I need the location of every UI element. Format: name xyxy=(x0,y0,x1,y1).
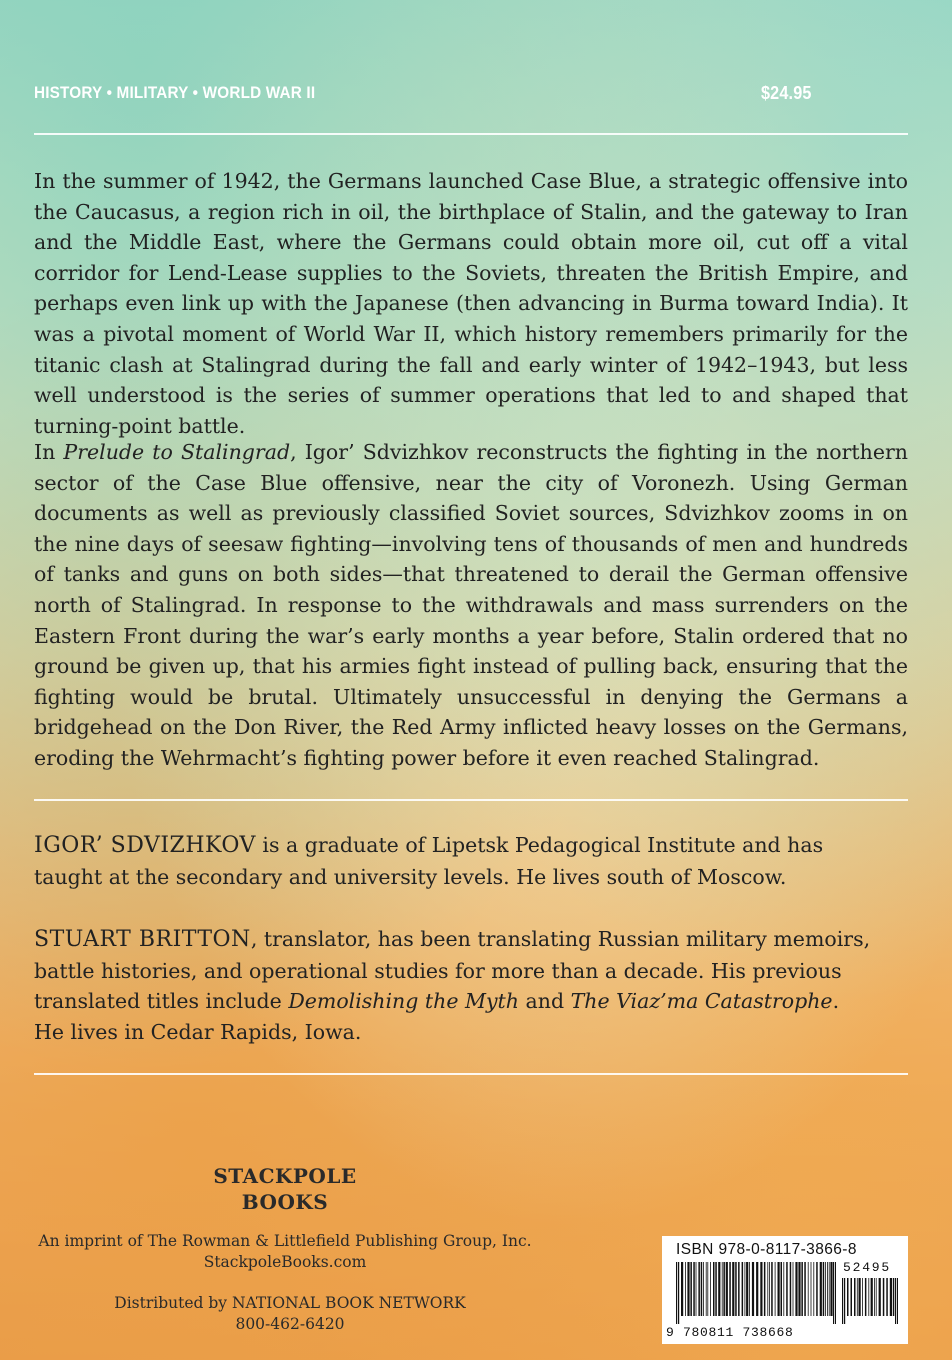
translated-title-2: The Viaz’ma Catastrophe xyxy=(570,989,833,1014)
top-bar xyxy=(34,83,812,109)
barcode-addon-bars-icon xyxy=(842,1278,898,1324)
divider-middle xyxy=(34,799,908,801)
divider-top xyxy=(34,133,908,135)
translator-bio-text-3: . He lives in Cedar Rapids, Iowa. xyxy=(34,989,840,1044)
imprint-block xyxy=(20,1231,550,1273)
book-title: Prelude to Stalingrad xyxy=(63,440,291,464)
paragraph-2-lead: In xyxy=(34,440,64,464)
translated-title-1: Demolishing the Myth xyxy=(288,989,519,1014)
distributor-line: Distributed by NATIONAL BOOK NETWORK xyxy=(114,1294,466,1312)
isbn-barcode xyxy=(662,1236,908,1344)
description-paragraph-2 xyxy=(34,437,908,774)
description-paragraph-1: In the summer of 1942, the Germans launched Case Blue, a strategic offensive into the Caucasus, a region rich in oil, the birthplace of Stalin, and the gateway to Iran and the Middle East, where the Germans could obtain more oil, cut off a vital corridor for Lend-Lease supplies to the Soviets, threaten the British Empire, and perhaps even link up with the Japanese (then advancing in Burma toward India). It was a pivotal moment of World War II, which history remembers primarily for the titanic clash at Stalingrad during the fall and early winter of 1942–1943, but less well understood is the series of summer operations that led to and shaped that turning-point battle. xyxy=(34,169,908,438)
divider-bottom xyxy=(34,1073,908,1075)
barcode-addon-digits: 52495 xyxy=(843,1260,892,1275)
author-name: IGOR’ SDVIZHKOV xyxy=(34,833,256,858)
distributor-block xyxy=(40,1293,540,1335)
category-label: HISTORY • MILITARY • WORLD WAR II xyxy=(34,83,316,102)
publisher-website: StackpoleBooks.com xyxy=(203,1253,367,1271)
translator-name: STUART BRITTON xyxy=(34,927,251,952)
isbn-label: ISBN 978-0-8117-3866-8 xyxy=(676,1241,857,1258)
publisher-logo-line-2: BOOKS xyxy=(241,1190,329,1214)
distributor-phone: 800-462-6420 xyxy=(235,1315,345,1333)
author-bio-text: is a graduate of Lipetsk Pedagogical Institute and has taught at the secondary and university levels. He lives south of Moscow. xyxy=(34,833,824,889)
barcode-ean-digits: 9 780811 738668 xyxy=(666,1325,794,1340)
publisher-logo xyxy=(200,1163,370,1215)
barcode-bars-icon xyxy=(676,1262,836,1324)
translator-bio xyxy=(34,924,874,1047)
translator-bio-text-1: , translator, has been translating Russian military memoirs, battle histories, and operational studies for more than a decade. His previous translated titles include xyxy=(34,927,871,1014)
price-label: $24.95 xyxy=(760,83,812,103)
author-bio xyxy=(34,830,874,892)
imprint-line: An imprint of The Rowman & Littlefield Publishing Group, Inc. xyxy=(38,1232,532,1250)
translator-bio-text-2: and xyxy=(519,989,571,1014)
paragraph-2-rest: , Igor’ Sdvizhkov reconstructs the fighting in the northern sector of the Case Blue offensive, near the city of Voronezh. Using German documents as well as previously classified Soviet sources, Sdvizhkov zooms in on the nine days of seesaw fighting—involving tens of thousands of men and hundreds of tanks and guns on both sides—that threatened to derail the German offensive north of Stalingrad. In response to the withdrawals and mass surrenders on the Eastern Front during the war’s early months a year before, Stalin ordered that no ground be given up, that his armies fight instead of pulling back, ensuring that the fighting would be brutal. Ultimately unsuccessful in denying the Germans a bridgehead on the Don River, the Red Army inflicted heavy losses on the Germans, eroding the Wehrmacht’s fighting power before it even reached Stalingrad. xyxy=(34,440,908,770)
publisher-logo-line-1: STACKPOLE xyxy=(213,1164,357,1188)
